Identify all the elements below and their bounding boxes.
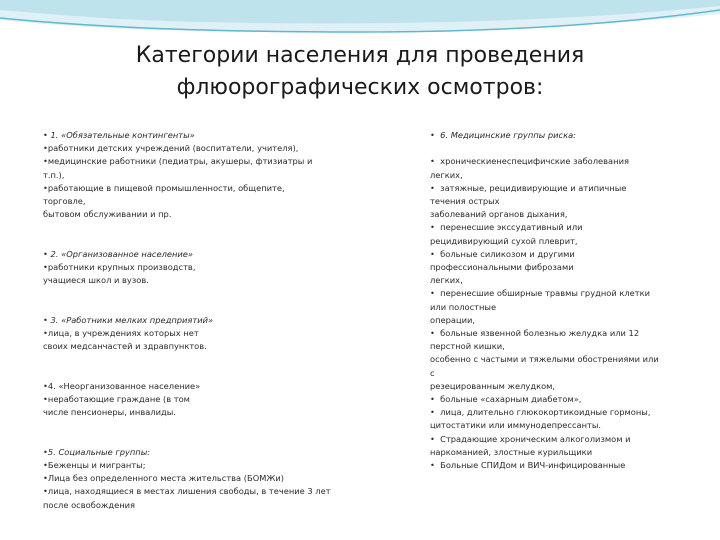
list-item: особенно с частыми и тяжелыми обострениями или: [430, 354, 659, 365]
list-item: с: [430, 367, 435, 378]
group-heading: •4. «Неорганизованное население»: [43, 380, 201, 391]
group-heading: • 1. «Обязательные контингенты»: [43, 130, 195, 140]
list-item: •медицинские работники (педиатры, акушеры, фтизиатры и: [43, 156, 313, 167]
group-heading: • 2. «Организованное население»: [43, 248, 194, 259]
list-item: рецидивирующий сухой плеврит,: [430, 235, 578, 246]
list-item: легких,: [430, 169, 463, 180]
group-heading: • 3. «Работники мелких предприятий»: [43, 314, 214, 325]
group-medical-risk: [430, 129, 690, 472]
list-item: течения острых: [430, 196, 500, 206]
left-column: [43, 129, 373, 525]
list-item: •Беженцы и мигранты;: [43, 459, 146, 470]
list-item: •работающие в пищевой промышленности, общепите,: [43, 182, 285, 193]
list-item: • хроническиенеспецифичские заболевания: [430, 156, 629, 167]
list-item: •лица, находящиеся в местах лишения свободы, в течение 3 лет: [43, 486, 331, 497]
group-unorganized-population: [43, 380, 373, 420]
spacer: [430, 142, 690, 155]
list-item: наркоманией, злостные курильщики: [430, 446, 593, 457]
group-mandatory-contingents: [43, 129, 373, 221]
title-line-1: Категории населения для проведения: [135, 43, 585, 68]
group-heading: • 6. Медицинские группы риска:: [430, 130, 576, 140]
spacer: [43, 301, 373, 314]
list-item: после освобождения: [43, 499, 136, 510]
list-item: легких,: [430, 275, 463, 286]
spacer: [43, 367, 373, 380]
list-item: • затяжные, рецидивирующие и атипичные: [430, 182, 627, 193]
list-item: •лица, в учреждениях которых нет: [43, 327, 199, 338]
group-small-enterprise-workers: [43, 314, 373, 354]
list-item: или полостные: [430, 301, 497, 312]
list-item: торговле,: [43, 196, 86, 207]
list-item: т.п.),: [43, 169, 65, 180]
list-item: бытовом обслуживании и пр.: [43, 209, 172, 220]
list-item: • Страдающие хроническим алкоголизмом и: [430, 433, 631, 444]
list-item: •работники крупных производств,: [43, 262, 196, 272]
list-item: • лица, длительно глюкокортикоидные гормоны,: [430, 407, 651, 418]
list-item: • больные «сахарным диабетом»,: [430, 394, 582, 405]
list-item: операции,: [430, 314, 476, 325]
spacer: [43, 433, 373, 446]
list-item: перстной кишки,: [430, 341, 505, 352]
list-item: учащиеся школ и вузов.: [43, 275, 149, 286]
list-item: заболеваний органов дыхания,: [430, 209, 568, 220]
group-organized-population: [43, 248, 373, 288]
list-item: • больные язвенной болезнью желудка или 12: [430, 328, 640, 339]
list-item: числе пенсионеры, инвалиды.: [43, 407, 176, 418]
group-heading: •5. Социальные группы:: [43, 446, 151, 457]
title-line-2: флюорографических осмотров:: [176, 75, 544, 100]
slide-title: [90, 40, 630, 104]
spacer: [43, 235, 373, 248]
right-column: [430, 129, 690, 485]
list-item: •неработающие граждане (в том: [43, 393, 190, 404]
list-item: • перенесшие обширные травмы грудной клетки: [430, 288, 651, 299]
group-social-groups: [43, 446, 373, 512]
list-item: • больные силикозом и другими: [430, 248, 575, 259]
list-item: резецированным желудком,: [430, 380, 556, 391]
list-item: своих медсанчастей и здравпунктов.: [43, 341, 207, 352]
list-item: •Лица без определенного места жительства (БОМЖи): [43, 473, 284, 484]
list-item: • перенесшие экссудативный или: [430, 222, 583, 233]
list-item: •работники детских учреждений (воспитатели, учителя),: [43, 143, 299, 154]
list-item: • Больные СПИДом и ВИЧ-инфицированные: [430, 460, 626, 471]
list-item: профессиональными фиброзами: [430, 262, 574, 273]
list-item: цитостатики или иммунодепрессанты.: [430, 420, 602, 431]
